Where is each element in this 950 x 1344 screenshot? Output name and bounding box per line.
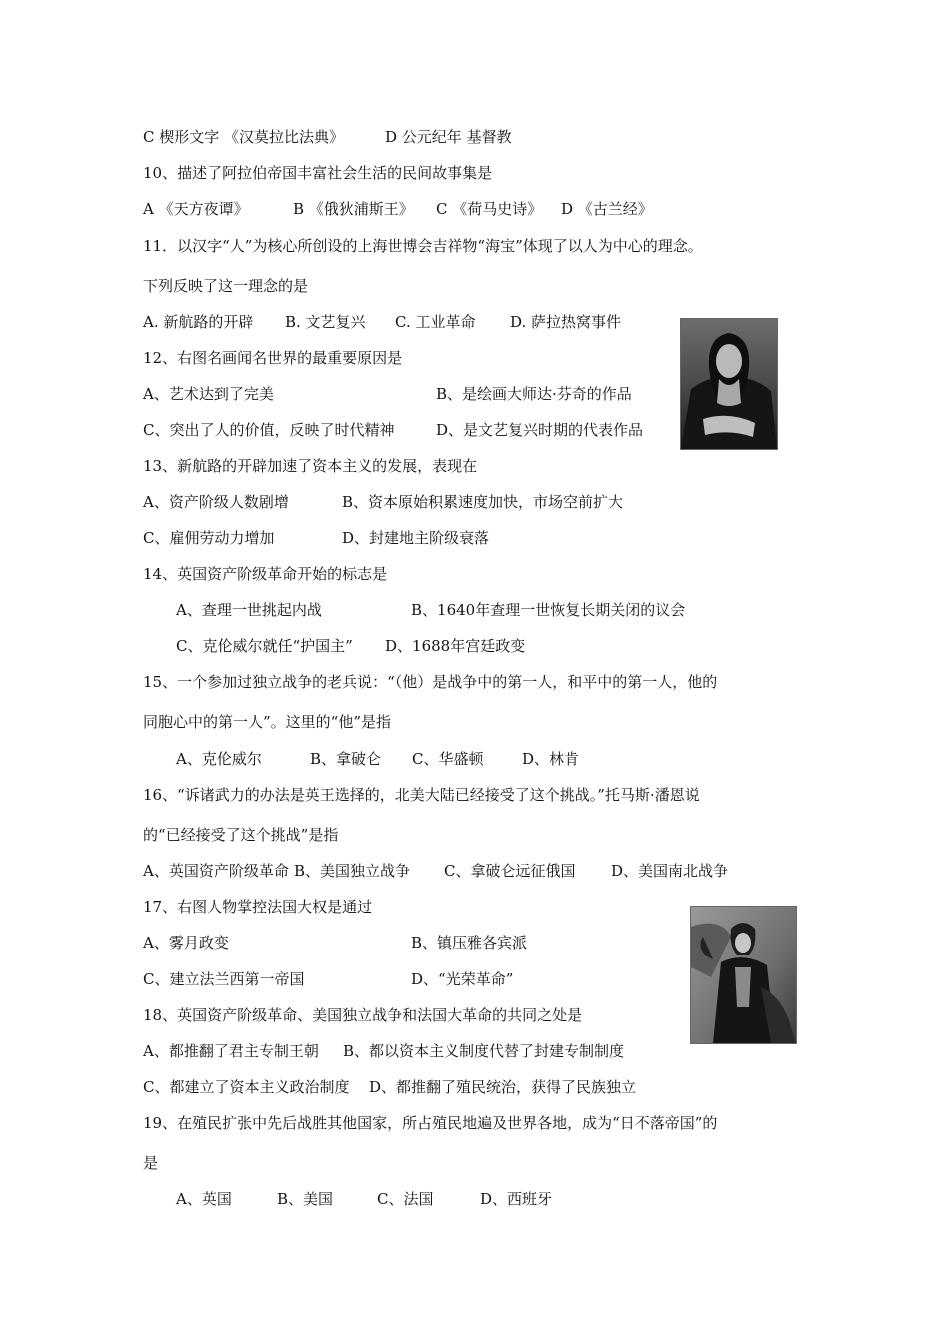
q16-option-b: B、美国独立战争	[294, 862, 411, 880]
q10-option-b: B 《俄狄浦斯王》	[293, 200, 414, 218]
q12-option-d: D、是文艺复兴时期的代表作品	[436, 421, 644, 439]
q15-option-a: A、克伦威尔	[176, 750, 262, 768]
q16-option-d: D、美国南北战争	[611, 862, 729, 880]
q15-option-c: C、华盛顿	[412, 750, 484, 768]
q12-option-b: B、是绘画大师达·芬奇的作品	[436, 385, 632, 403]
q11-option-d: D. 萨拉热窝事件	[510, 313, 622, 331]
q18-option-b: B、都以资本主义制度代替了封建专制制度	[343, 1042, 625, 1060]
q19-option-c: C、法国	[377, 1190, 434, 1208]
q10-option-c: C 《荷马史诗》	[436, 200, 543, 218]
q17-option-d: D、“光荣革命”	[411, 970, 514, 988]
q18-stem: 18、英国资产阶级革命、美国独立战争和法国大革命的共同之处是	[143, 1006, 583, 1024]
q17-option-c: C、建立法兰西第一帝国	[143, 970, 305, 988]
q18-option-d: D、都推翻了殖民统治，获得了民族独立	[369, 1078, 637, 1096]
q19-option-d: D、西班牙	[480, 1190, 553, 1208]
q12-stem: 12、右图名画闻名世界的最重要原因是	[143, 349, 403, 367]
q19-stem-line2: 是	[143, 1154, 159, 1172]
q16-stem-line2: 的“已经接受了这个挑战”是指	[143, 826, 339, 844]
q12-option-a: A、艺术达到了完美	[143, 385, 274, 403]
q15-option-d: D、林肯	[522, 750, 580, 768]
q13-option-d: D、封建地主阶级衰落	[342, 529, 490, 547]
q18-option-a: A、都推翻了君主专制王朝	[143, 1042, 319, 1060]
q16-option-a: A、英国资产阶级革命	[143, 862, 289, 880]
q9-option-d: D 公元纪年 基督教	[385, 128, 512, 146]
q11-stem-line1: 11．以汉字“人”为核心所创设的上海世博会吉祥物“海宝”体现了以人为中心的理念。	[143, 237, 703, 255]
q13-option-a: A、资产阶级人数剧增	[143, 493, 289, 511]
q16-option-c: C、拿破仑远征俄国	[444, 862, 576, 880]
q14-option-b: B、1640年查理一世恢复长期关闭的议会	[411, 601, 686, 619]
q17-stem: 17、右图人物掌控法国大权是通过	[143, 898, 373, 916]
q11-option-c: C. 工业革命	[395, 313, 476, 331]
q14-option-d: D、1688年宫廷政变	[385, 637, 526, 655]
q17-option-b: B、镇压雅各宾派	[411, 934, 528, 952]
q9-option-c: C 楔形文字 《汉莫拉比法典》	[143, 128, 345, 146]
q14-option-a: A、查理一世挑起内战	[176, 601, 322, 619]
q15-stem-line1: 15、一个参加过独立战争的老兵说：“（他）是战争中的第一人，和平中的第一人，他的	[143, 673, 718, 691]
q16-stem-line1: 16、“诉诸武力的办法是英王选择的，北美大陆已经接受了这个挑战。”托马斯·潘恩说	[143, 786, 700, 804]
q10-option-a: A 《天方夜谭》	[143, 200, 249, 218]
q19-stem-line1: 19、在殖民扩张中先后战胜其他国家，所占殖民地遍及世界各地，成为“日不落帝国”的	[143, 1114, 718, 1132]
q10-option-d: D 《古兰经》	[561, 200, 653, 218]
q19-option-b: B、美国	[277, 1190, 334, 1208]
mona-lisa-image	[680, 318, 778, 450]
q19-option-a: A、英国	[176, 1190, 232, 1208]
q15-stem-line2: 同胞心中的第一人”。这里的“他”是指	[143, 713, 392, 731]
q10-stem: 10、描述了阿拉伯帝国丰富社会生活的民间故事集是	[143, 164, 493, 182]
q17-option-a: A、雾月政变	[143, 934, 229, 952]
q15-option-b: B、拿破仑	[310, 750, 382, 768]
q14-stem: 14、英国资产阶级革命开始的标志是	[143, 565, 388, 583]
q18-option-c: C、都建立了资本主义政治制度	[143, 1078, 350, 1096]
q11-option-a: A. 新航路的开辟	[143, 313, 254, 331]
q13-option-b: B、资本原始积累速度加快，市场空前扩大	[342, 493, 624, 511]
q13-stem: 13、新航路的开辟加速了资本主义的发展，表现在	[143, 457, 478, 475]
napoleon-image	[690, 906, 797, 1044]
q13-option-c: C、雇佣劳动力增加	[143, 529, 275, 547]
q12-option-c: C、突出了人的价值，反映了时代精神	[143, 421, 395, 439]
q11-option-b: B. 文艺复兴	[285, 313, 366, 331]
q11-stem-line2: 下列反映了这一理念的是	[143, 277, 309, 295]
q14-option-c: C、克伦威尔就任“护国主”	[176, 637, 353, 655]
